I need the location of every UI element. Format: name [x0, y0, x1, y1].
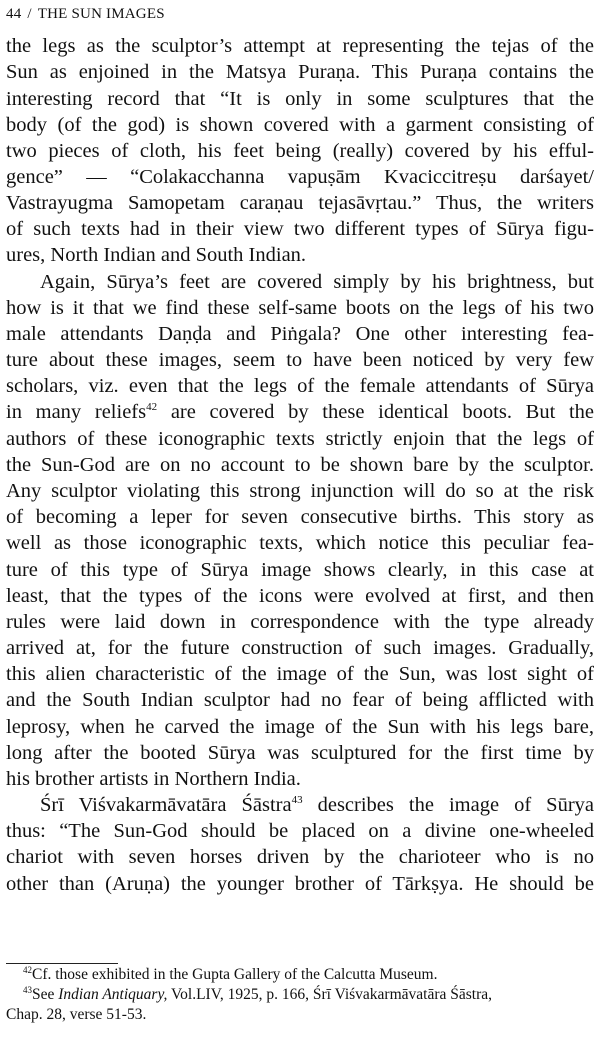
- footnote-text: Vol.LIV, 1925, p. 166, Śrī Viśvakarmāvatāra Śāstra,: [167, 986, 493, 1003]
- text-line: least, that the types of the icons were evolved at first, and then: [6, 585, 594, 607]
- text-span: describes the image of Sūrya: [317, 794, 595, 816]
- footnote-rule: [6, 963, 118, 964]
- footnote-43: [23, 986, 594, 1004]
- text-line: Again, Sūrya’s feet are covered simply by his brightness, but: [40, 271, 594, 293]
- footnote-43-continued: Chap. 28, verse 51-53.: [6, 1006, 147, 1023]
- footnote-text: Cf. those exhibited in the Gupta Gallery of the Calcutta Museum.: [32, 966, 438, 983]
- text-line: arrived at, for the future construction of such images. Gradually,: [6, 637, 594, 659]
- text-span: in many reliefs: [6, 401, 147, 423]
- header-separator: /: [27, 6, 32, 22]
- text-line: rules were laid down in correspondence with the type already: [6, 611, 594, 633]
- text-line: authors of these iconographic texts strictly enjoin that the legs of: [6, 428, 594, 450]
- text-line: and the South Indian sculptor had no fear of being afflicted with: [6, 689, 594, 711]
- running-title: THE SUN IMAGES: [37, 6, 165, 22]
- text-line: scholars, viz. even that the legs of the female attendants of Sūrya: [6, 375, 594, 397]
- text-span: are covered by these identical boots. But the: [170, 401, 594, 423]
- text-line: of such texts had in their view two different types of Sūrya figu-: [6, 218, 594, 240]
- text-line: body (of the god) is shown covered with a garment consisting of: [6, 114, 594, 136]
- text-span: Śrī Viśvakarmāvatāra Śāstra: [40, 794, 292, 816]
- text-line-with-note: [6, 402, 594, 426]
- text-line: this alien characteristic of the image of the Sun, was lost sight of: [6, 663, 594, 685]
- footnote-italic: Indian Antiquary,: [58, 986, 168, 1003]
- note-ref-43: 43: [291, 794, 303, 806]
- text-line: male attendants Daṇḍa and Piṅgala? One other interesting fea-: [6, 323, 594, 345]
- text-line: interesting record that “It is only in some sculptures that the: [6, 88, 594, 110]
- text-line: Any sculptor violating this strong injunction will do so at the risk: [6, 480, 594, 502]
- text-line: long after the booted Sūrya was sculptured for the first time by: [6, 742, 594, 764]
- text-line: ture of this type of Sūrya image shows clearly, in this case at: [6, 559, 594, 581]
- note-ref-42: 42: [146, 401, 158, 413]
- text-line: well as those iconographic texts, which notice this peculiar fea-: [6, 532, 594, 554]
- text-line: ures, North Indian and South Indian.: [6, 244, 307, 266]
- running-header: [6, 6, 165, 23]
- text-line: ture about these images, seem to have been noticed by very few: [6, 349, 594, 371]
- text-line-with-note: [40, 795, 594, 819]
- footnote-text: See: [32, 986, 59, 1003]
- footnote-mark: 43: [23, 985, 32, 995]
- text-line: the legs as the sculptor’s attempt at representing the tejas of the: [6, 35, 594, 57]
- page-number: 44: [6, 6, 22, 22]
- text-line: leprosy, when he carved the image of the Sun with his legs bare,: [6, 716, 594, 738]
- text-line: of becoming a leper for seven consecutive births. This story as: [6, 506, 594, 528]
- text-line: two pieces of cloth, his feet being (really) covered by his efful-: [6, 140, 594, 162]
- footnote-42: [23, 966, 594, 984]
- text-line: chariot with seven horses driven by the charioteer who is no: [6, 846, 594, 868]
- text-line: Vastrayugma Samopetam caraṇau tejasāvṛtau.” Thus, the writers: [6, 192, 594, 214]
- text-line: his brother artists in Northern India.: [6, 768, 301, 790]
- text-line: how is it that we find these self-same boots on the legs of his two: [6, 297, 594, 319]
- text-line: the Sun-God are on no account to be shown bare by the sculptor.: [6, 454, 594, 476]
- text-line: Sun as enjoined in the Matsya Puraṇa. This Puraṇa contains the: [6, 61, 594, 83]
- footnote-mark: 42: [23, 965, 32, 975]
- text-line: other than (Aruṇa) the younger brother of Tārkṣya. He should be: [6, 873, 594, 895]
- text-line: gence” — “Colakacchanna vapuṣām Kvaciccitreṣu darśayet/: [6, 166, 594, 188]
- text-line: thus: “The Sun-God should be placed on a divine one-wheeled: [6, 820, 594, 842]
